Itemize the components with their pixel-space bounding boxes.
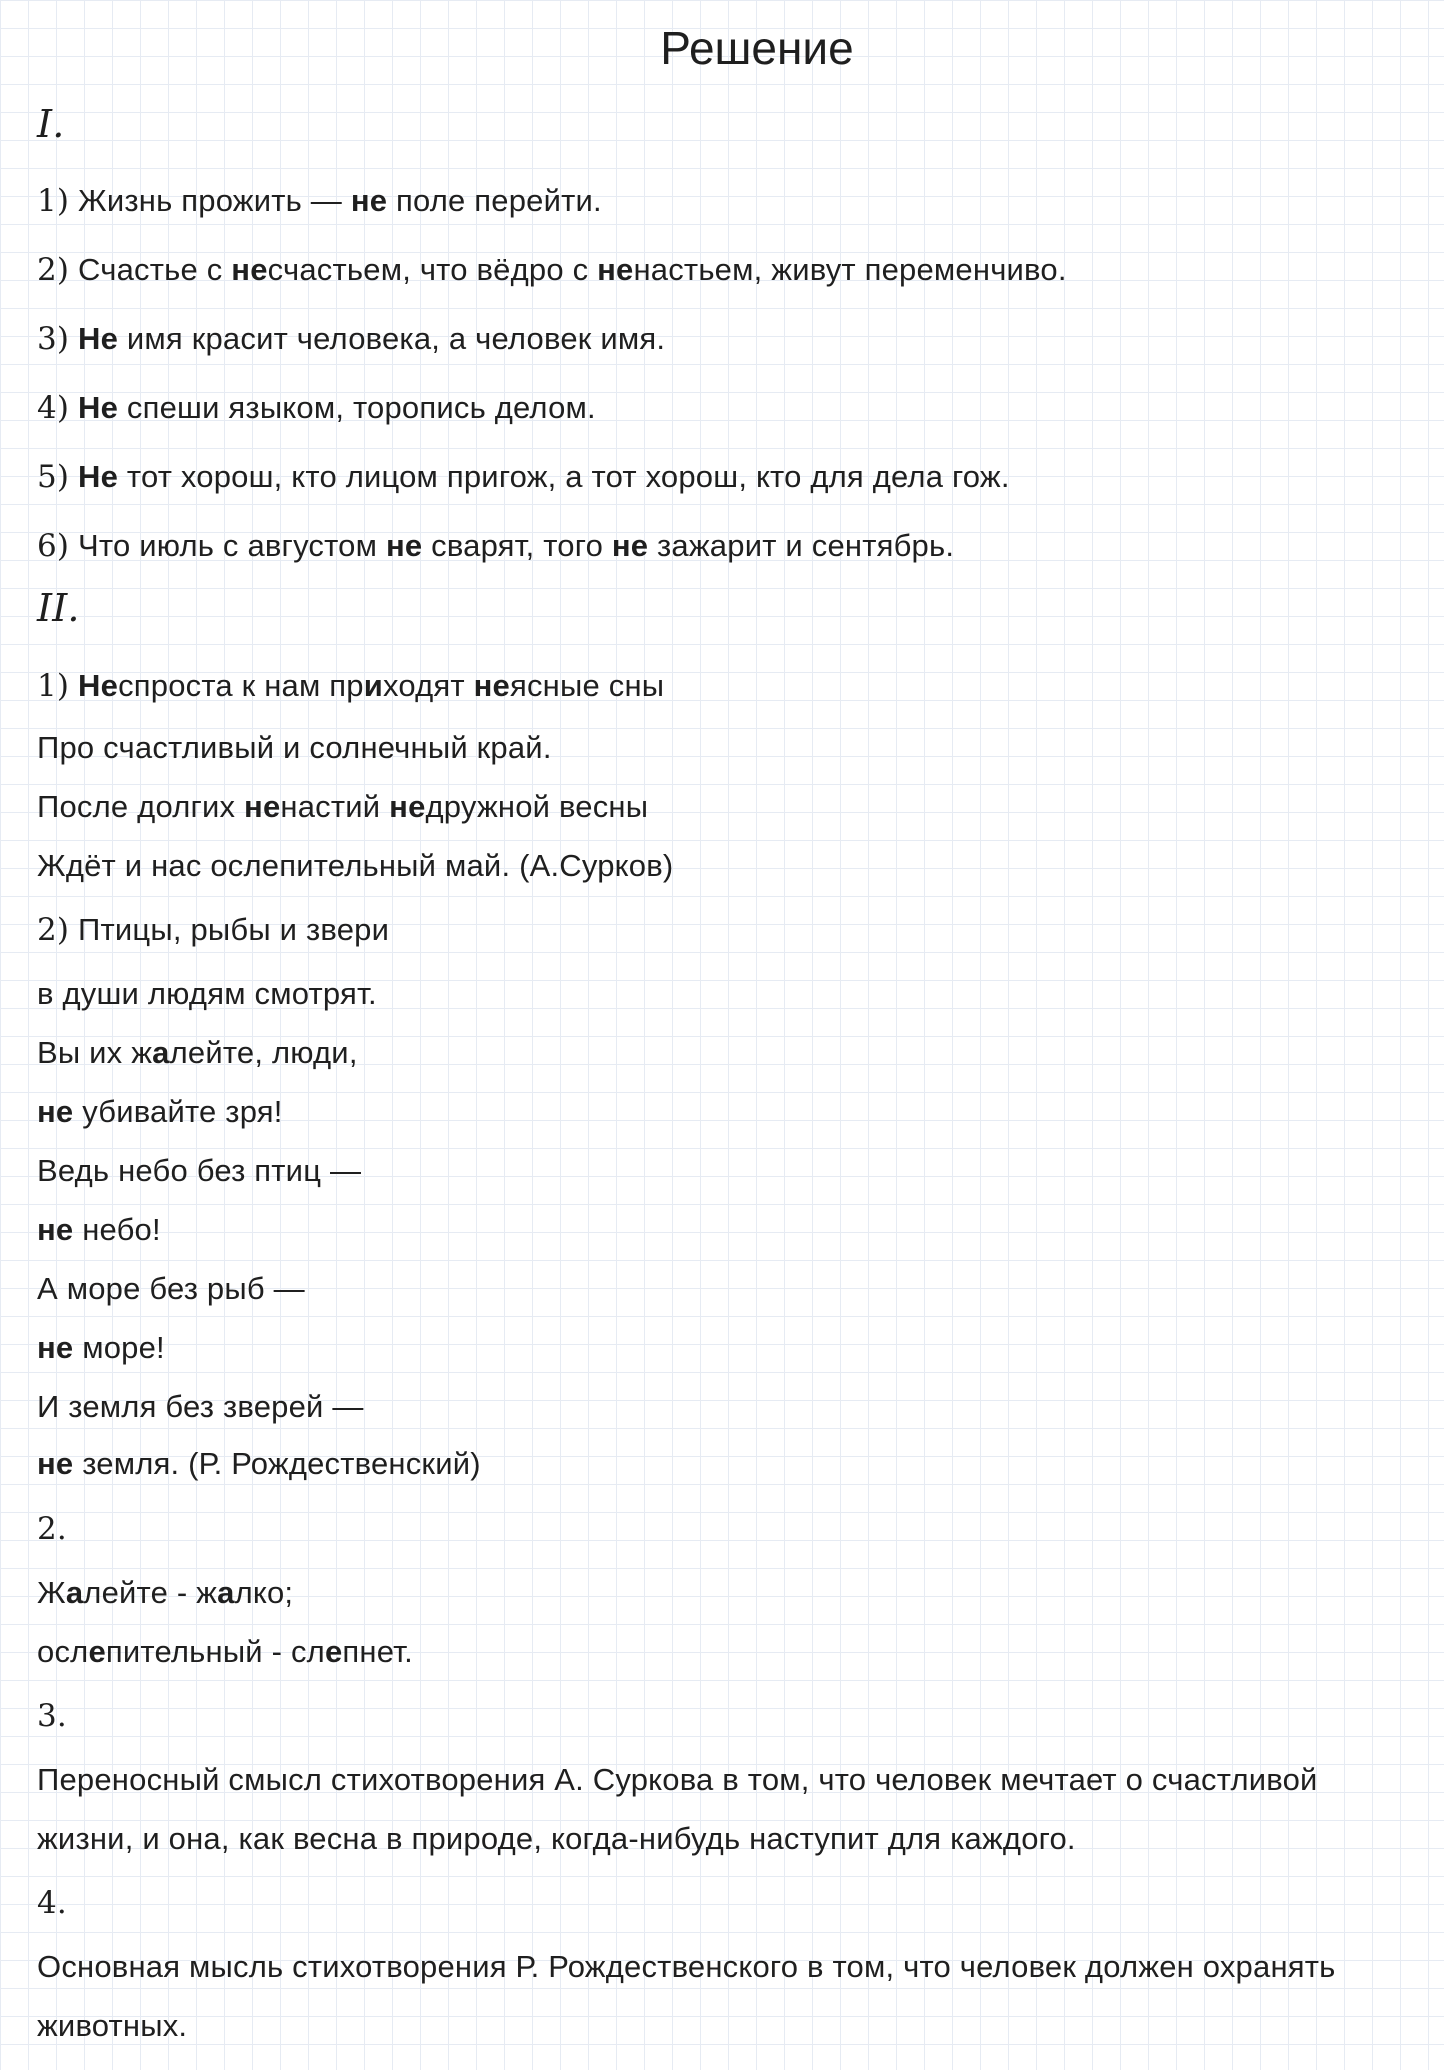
section-marker-2: II. (37, 586, 80, 630)
proverb-5: 5) Не тот хорош, кто лицом пригож, а тот хорош, кто для дела гож. (37, 459, 1010, 495)
poem1-line-3: После долгих ненастий недружной весны (37, 789, 649, 824)
poem2-line-9: И земля без зверей — (37, 1389, 364, 1424)
poem2-line-8: не море! (37, 1330, 165, 1365)
proverb-4: 4) Не спеши языком, торопись делом. (37, 390, 596, 426)
poem2-line-4: не убивайте зря! (37, 1094, 283, 1129)
poem2-line-6: не небо! (37, 1212, 161, 1247)
proverb-3: 3) Не имя красит человека, а человек имя. (37, 321, 666, 357)
poem2-line-10: не земля. (Р. Рождественский) (37, 1446, 481, 1481)
poem2-line-2: в души людям смотрят. (37, 976, 377, 1011)
poem2-line-1: 2) Птицы, рыбы и звери (37, 912, 390, 948)
task3-line-2: жизни, и она, как весна в природе, когда-нибудь наступит для каждого. (37, 1821, 1076, 1856)
poem1-line-2: Про счастливый и солнечный край. (37, 730, 552, 765)
poem2-line-3: Вы их жалейте, люди, (37, 1035, 358, 1070)
proverb-6: 6) Что июль с августом не сварят, того не зажарит и сентябрь. (37, 528, 955, 564)
item-number: 1) (37, 183, 70, 219)
poem1-line-1: 1) Неспроста к нам приходят неясные сны (37, 668, 665, 704)
task2-line-1: Жалейте - жалко; (37, 1575, 294, 1610)
task2-line-2: ослепительный - слепнет. (37, 1634, 413, 1669)
task-marker-3: 3. (37, 1698, 67, 1734)
item-number: 4) (37, 390, 70, 426)
task3-line-1: Переносный смысл стихотворения А. Суркова в том, что человек мечтает о счастливой (37, 1762, 1318, 1797)
task4-line-1: Основная мысль стихотворения Р. Рождественского в том, что человек должен охранять (37, 1949, 1336, 1984)
item-number: 2) (37, 252, 70, 288)
item-number: 6) (37, 528, 70, 564)
item-number: 1) (37, 668, 70, 704)
section-marker-1: I. (37, 102, 65, 146)
poem1-line-4: Ждёт и нас ослепительный май. (А.Сурков) (37, 848, 674, 883)
item-number: 5) (37, 459, 70, 495)
task4-line-2: животных. (37, 2008, 188, 2043)
item-number: 3) (37, 321, 70, 357)
proverb-2: 2) Счастье с несчастьем, что вёдро с ненастьем, живут переменчиво. (37, 252, 1067, 288)
poem2-line-5: Ведь небо без птиц — (37, 1153, 362, 1188)
poem2-line-7: А море без рыб — (37, 1271, 305, 1306)
task-marker-4: 4. (37, 1885, 67, 1921)
task-marker-2: 2. (37, 1511, 67, 1547)
item-number: 2) (37, 912, 70, 948)
page-title: Решение (660, 22, 854, 74)
proverb-1: 1) Жизнь прожить — не поле перейти. (37, 183, 602, 219)
